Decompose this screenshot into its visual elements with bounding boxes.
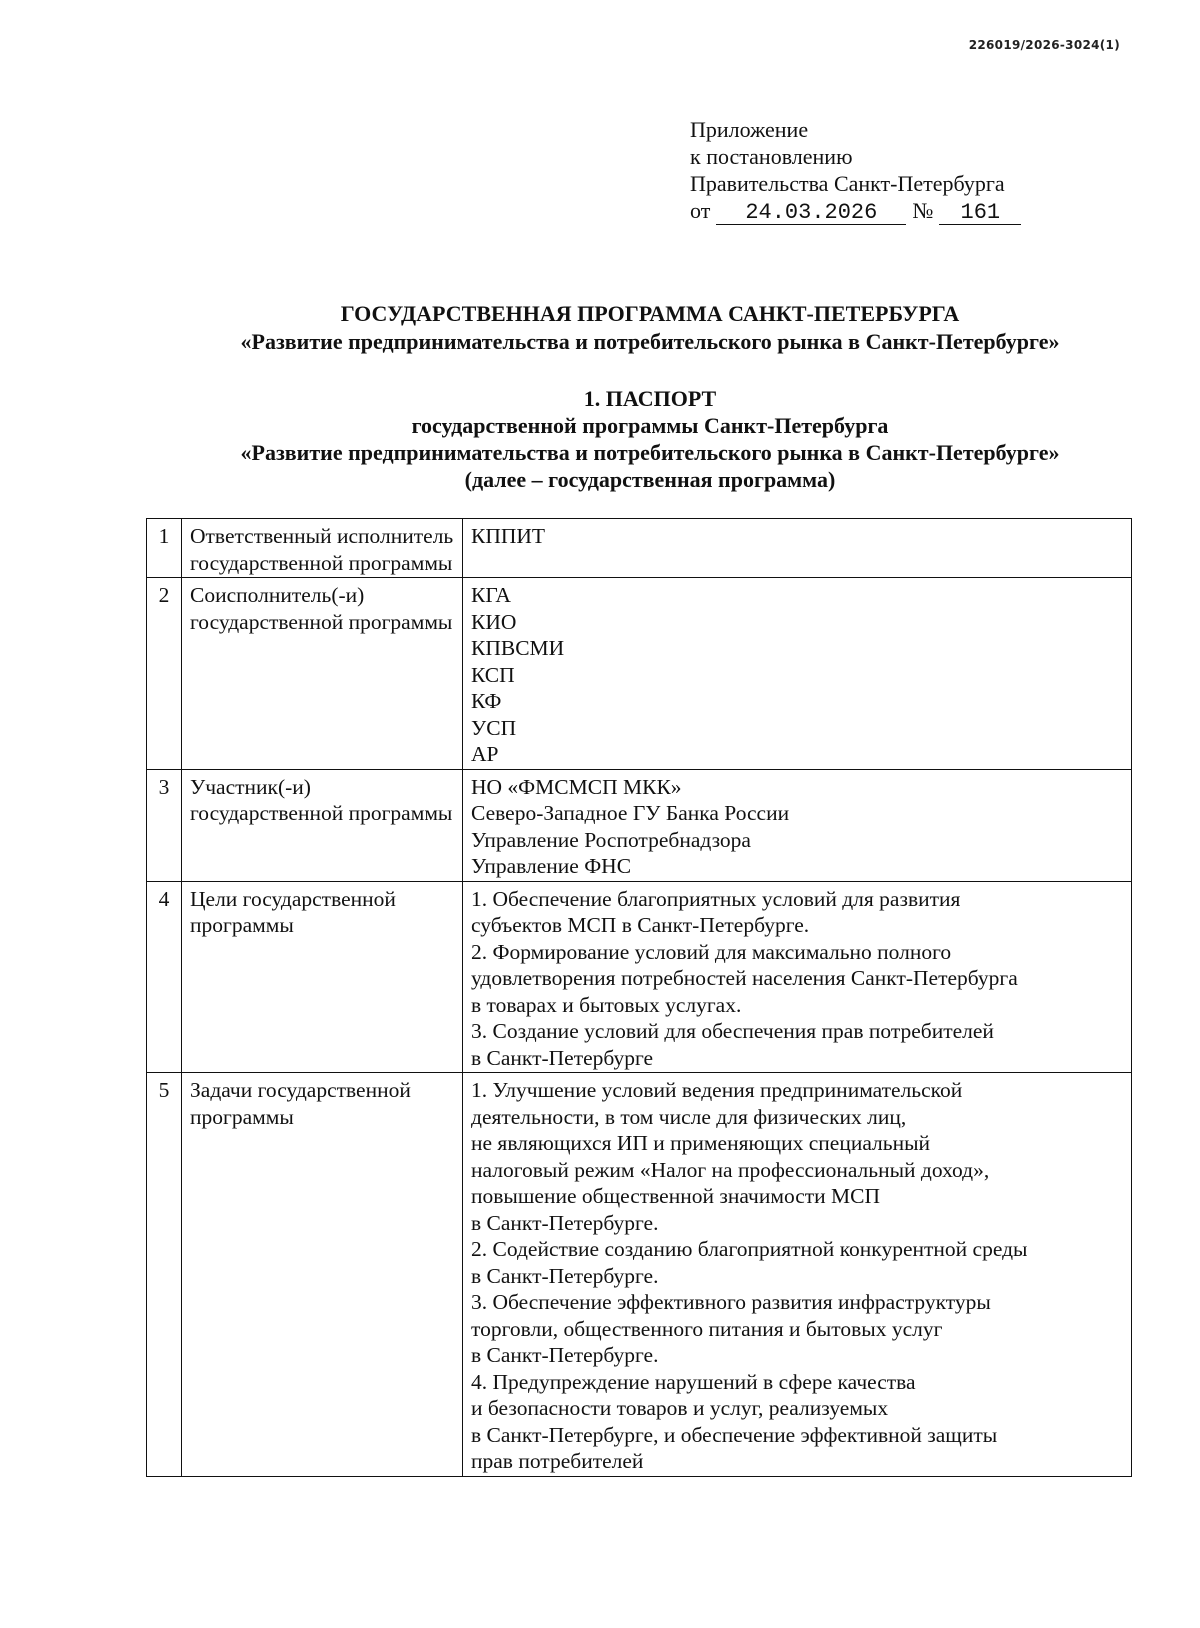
row-label: Задачи государственной программы bbox=[182, 1073, 463, 1477]
table-row bbox=[147, 881, 1132, 1073]
table-row bbox=[147, 578, 1132, 770]
row-value-line: 4. Предупреждение нарушений в сфере качества bbox=[471, 1369, 916, 1394]
passport-title-line: «Развитие предпринимательства и потребительского рынка в Санкт-Петербурге» bbox=[240, 440, 1060, 465]
row-number: 1 bbox=[147, 519, 182, 578]
resolution-date: 24.03.2026 bbox=[716, 202, 906, 225]
appendix-block bbox=[690, 116, 1110, 225]
appendix-line: Приложение bbox=[690, 117, 809, 142]
row-value-line: в Санкт-Петербурге. bbox=[471, 1343, 659, 1367]
row-label: Ответственный исполнитель государственной программы bbox=[182, 519, 463, 578]
appendix-date-row bbox=[690, 197, 1110, 225]
passport-title-line: государственной программы Санкт-Петербурга bbox=[411, 413, 889, 438]
row-value-line: повышение общественной значимости МСП bbox=[471, 1184, 881, 1208]
row-value-line: КИО bbox=[471, 609, 517, 634]
row-number: 4 bbox=[147, 881, 182, 1073]
passport-heading: 1. ПАСПОРТ bbox=[583, 386, 717, 411]
row-value bbox=[463, 519, 1132, 578]
row-number: 2 bbox=[147, 578, 182, 770]
program-title-line: «Развитие предпринимательства и потребительского рынка в Санкт-Петербурге» bbox=[240, 329, 1060, 354]
row-value-line: КСП bbox=[471, 662, 515, 687]
row-value-line: 3. Обеспечение эффективного развития инфраструктуры bbox=[471, 1290, 991, 1314]
row-value-line: в Санкт-Петербурге bbox=[471, 1045, 654, 1070]
row-value-line: УСП bbox=[471, 715, 517, 740]
row-value-line: в товарах и бытовых услугах. bbox=[471, 992, 742, 1017]
appendix-line: Правительства Санкт-Петербурга bbox=[690, 171, 1005, 196]
passport-title bbox=[120, 385, 1180, 493]
row-value-line: в Санкт-Петербурге. bbox=[471, 1210, 659, 1235]
number-sign: № bbox=[912, 198, 934, 223]
row-value-line: в Санкт-Петербурге, и обеспечение эффективной защиты bbox=[471, 1422, 998, 1447]
row-value-line: КПВСМИ bbox=[471, 636, 565, 660]
row-value bbox=[463, 881, 1132, 1073]
row-number: 3 bbox=[147, 769, 182, 881]
row-value-line: не являющихся ИП и применяющих специальный bbox=[471, 1131, 931, 1155]
row-number: 5 bbox=[147, 1073, 182, 1477]
row-label: Участник(-и) государственной программы bbox=[182, 769, 463, 881]
row-value-line: 3. Создание условий для обеспечения прав потребителей bbox=[471, 1019, 994, 1043]
row-value-line: Управление ФНС bbox=[471, 854, 632, 878]
row-value-line: 2. Формирование условий для максимально полного bbox=[471, 939, 952, 964]
row-value-line: Северо-Западное ГУ Банка России bbox=[471, 801, 790, 825]
row-value-line: субъектов МСП в Санкт-Петербурге. bbox=[471, 913, 810, 937]
row-value-line: КФ bbox=[471, 689, 502, 713]
row-value-line: в Санкт-Петербурге. bbox=[471, 1263, 659, 1288]
row-value-line: и безопасности товаров и услуг, реализуемых bbox=[471, 1396, 889, 1420]
row-value-line: АР bbox=[471, 742, 499, 766]
row-value-line: торговли, общественного питания и бытовых услуг bbox=[471, 1316, 943, 1341]
table-row bbox=[147, 1073, 1132, 1477]
row-value-line: НО «ФМСМСП МКК» bbox=[471, 774, 682, 799]
row-value-line: КППИТ bbox=[471, 524, 546, 548]
row-value-line: 1. Обеспечение благоприятных условий для развития bbox=[471, 886, 961, 911]
row-value bbox=[463, 769, 1132, 881]
row-value bbox=[463, 1073, 1132, 1477]
row-value-line: деятельности, в том числе для физических лиц, bbox=[471, 1104, 907, 1129]
row-value-line: КГА bbox=[471, 583, 511, 607]
row-value-line: удовлетворения потребностей населения Санкт-Петербурга bbox=[471, 966, 1018, 990]
appendix-line: к постановлению bbox=[690, 144, 853, 169]
table-row bbox=[147, 519, 1132, 578]
date-prefix: от bbox=[690, 198, 711, 223]
row-value-line: прав потребителей bbox=[471, 1449, 644, 1473]
row-value-line: налоговый режим «Налог на профессиональный доход», bbox=[471, 1157, 990, 1182]
row-label: Соисполнитель(-и) государственной программы bbox=[182, 578, 463, 770]
row-value-line: 2. Содействие созданию благоприятной конкурентной среды bbox=[471, 1237, 1028, 1261]
row-value bbox=[463, 578, 1132, 770]
row-value-line: Управление Роспотребнадзора bbox=[471, 827, 751, 852]
passport-table bbox=[146, 518, 1132, 1477]
resolution-number: 161 bbox=[939, 202, 1021, 225]
passport-title-line: (далее – государственная программа) bbox=[464, 467, 836, 492]
row-value-line: 1. Улучшение условий ведения предпринимательской bbox=[471, 1078, 963, 1102]
program-title-line: ГОСУДАРСТВЕННАЯ ПРОГРАММА САНКТ-ПЕТЕРБУРГА bbox=[340, 301, 960, 326]
table-row bbox=[147, 769, 1132, 881]
document-registration-code: 226019/2026-3024(1) bbox=[968, 38, 1120, 52]
row-label: Цели государственной программы bbox=[182, 881, 463, 1073]
program-title bbox=[120, 300, 1180, 356]
